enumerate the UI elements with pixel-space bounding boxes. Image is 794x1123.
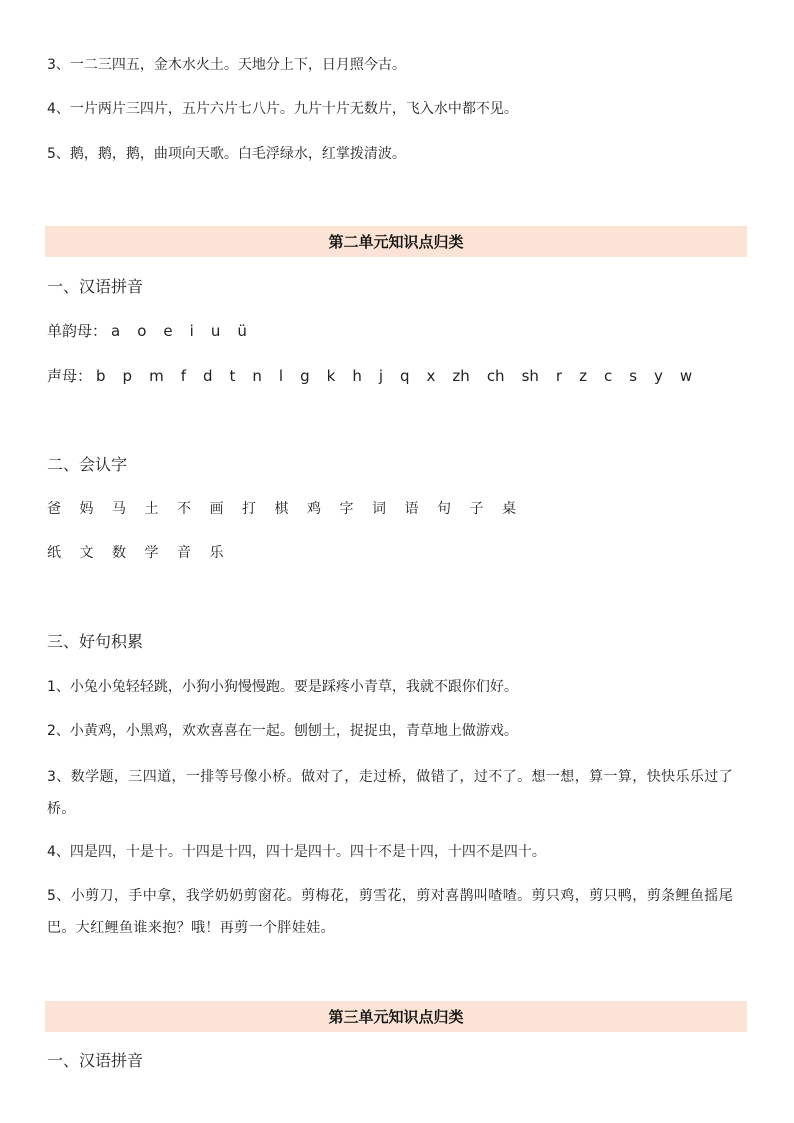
initial-item: g <box>300 367 310 385</box>
recognize-chars-row-1 <box>47 498 535 520</box>
unit3-heading: 第三单元知识点归类 <box>328 1008 464 1026</box>
char-item: 句 <box>437 501 451 517</box>
initial-item: l <box>278 367 284 385</box>
unit3-pinyin-title: 一、汉语拼音 <box>47 1051 144 1070</box>
initial-item: x <box>426 367 436 385</box>
initial-item: q <box>400 367 410 385</box>
final-item: u <box>210 322 221 340</box>
final-item: e <box>163 322 173 340</box>
unit2-sentences-title: 三、好句积累 <box>47 632 144 651</box>
char-item: 子 <box>469 501 484 517</box>
char-item: 语 <box>404 501 419 517</box>
char-item: 乐 <box>209 545 224 561</box>
char-item: 字 <box>339 501 354 517</box>
initial-item: w <box>679 367 693 385</box>
char-item: 棋 <box>274 501 289 517</box>
unit2-sentence-1: 1、小兔小兔轻轻跳，小狗小狗慢慢跑。要是踩疼小青草，我就不跟你们好。 <box>47 679 518 695</box>
initial-item: h <box>352 367 362 385</box>
initial-item: f <box>180 367 186 385</box>
char-item: 纸 <box>47 545 61 561</box>
recognize-chars-row-2 <box>47 542 242 564</box>
char-item: 学 <box>144 545 159 561</box>
final-item: ü <box>237 322 247 340</box>
char-item: 马 <box>112 501 126 517</box>
unit2-sentence-3: 3、数学题，三四道，一排等号像小桥。做对了，走过桥，做错了，过不了。想一想，算一算，快快乐乐过了桥。 <box>47 769 734 817</box>
final-item: o <box>137 322 147 340</box>
initial-item: c <box>603 367 613 385</box>
char-item: 爸 <box>47 501 61 517</box>
unit2-heading-bar <box>45 226 747 257</box>
single-finals-label: 单韵母： <box>47 322 108 340</box>
char-item: 词 <box>372 501 386 517</box>
unit2-recognize-title: 二、会认字 <box>47 455 128 474</box>
initials-label: 声母： <box>47 367 93 385</box>
initial-item: y <box>654 367 663 385</box>
initial-item: d <box>202 367 213 385</box>
initials-row <box>47 365 709 387</box>
char-item: 土 <box>144 501 159 517</box>
char-item: 妈 <box>79 501 94 517</box>
char-item: 文 <box>79 545 94 561</box>
char-item: 打 <box>242 501 256 517</box>
char-item: 桌 <box>502 501 516 517</box>
unit1-sentence-5: 5、鹅，鹅，鹅，曲项向天歌。白毛浮绿水，红掌拨清波。 <box>47 146 406 162</box>
initial-item: r <box>555 367 563 385</box>
initial-item: p <box>122 367 133 385</box>
unit2-heading: 第二单元知识点归类 <box>328 233 464 251</box>
single-finals-row <box>47 320 264 342</box>
initial-item: t <box>229 367 236 385</box>
initial-item: s <box>629 367 638 385</box>
unit1-sentence-4: 4、一片两片三四片，五片六片七八片。九片十片无数片，飞入水中都不见。 <box>47 101 518 117</box>
char-item: 不 <box>177 501 191 517</box>
unit1-sentence-3: 3、一二三四五，金木水火土。天地分上下，日月照今古。 <box>47 57 406 73</box>
unit2-pinyin-title: 一、汉语拼音 <box>47 277 144 296</box>
char-item: 音 <box>177 545 191 561</box>
initial-item: b <box>96 367 106 385</box>
final-item: i <box>189 322 194 340</box>
initial-item: k <box>326 367 336 385</box>
initial-item: zh <box>452 367 470 385</box>
initial-item: z <box>579 367 587 385</box>
initial-item: sh <box>521 367 539 385</box>
initial-item: ch <box>486 367 505 385</box>
initial-item: n <box>252 367 262 385</box>
unit2-sentence-2: 2、小黄鸡，小黑鸡，欢欢喜喜在一起。刨刨土，捉捉虫，青草地上做游戏。 <box>47 723 518 739</box>
initial-item: j <box>378 367 383 385</box>
unit2-sentence-5: 5、小剪刀，手中拿，我学奶奶剪窗花。剪梅花，剪雪花，剪对喜鹊叫喳喳。剪只鸡，剪只鸭，剪条鲤鱼摇尾巴。大红鲤鱼谁来抱？哦！再剪一个胖娃娃。 <box>47 888 734 936</box>
unit2-sentence-4: 4、四是四，十是十。十四是十四，四十是四十。四十不是十四，十四不是四十。 <box>47 844 546 860</box>
unit3-heading-bar <box>45 1001 747 1032</box>
char-item: 画 <box>209 501 224 517</box>
char-item: 数 <box>112 545 126 561</box>
final-item: a <box>111 322 121 340</box>
initial-item: m <box>149 367 164 385</box>
char-item: 鸡 <box>307 501 321 517</box>
